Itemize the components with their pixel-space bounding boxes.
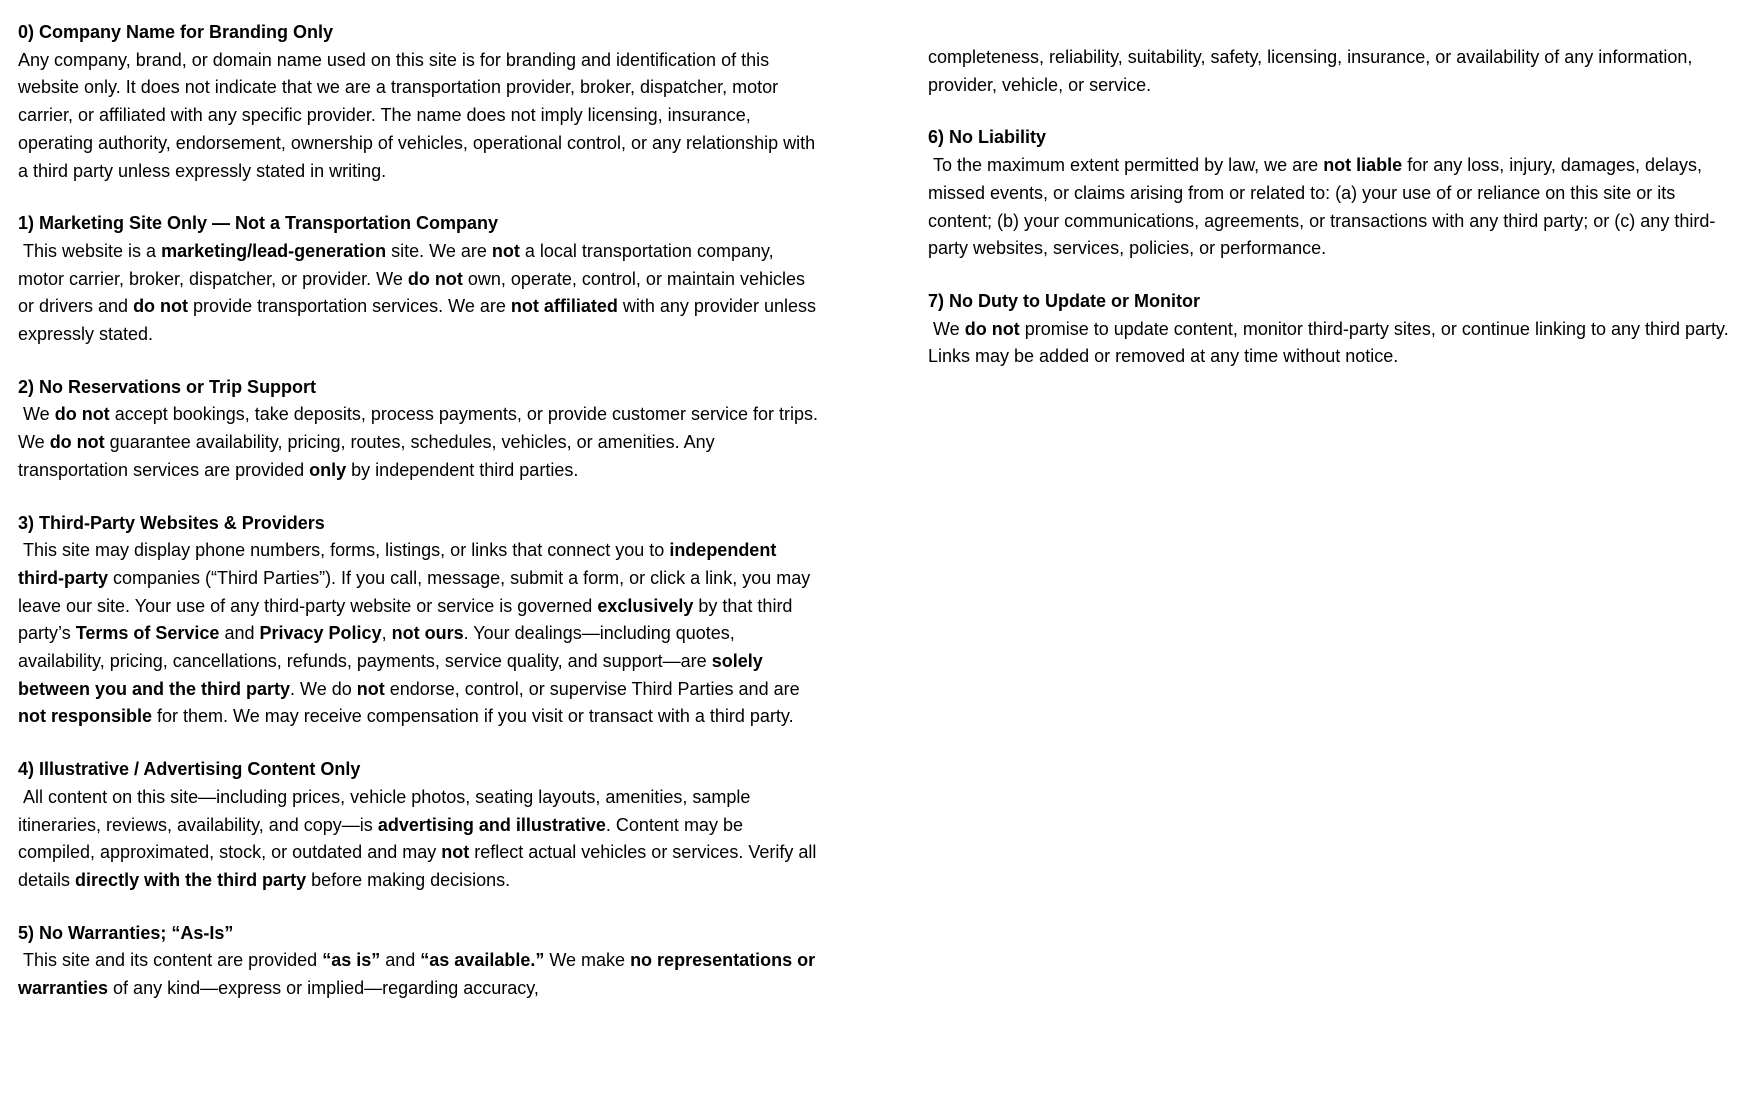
bold-text-run: advertising and illustrative	[377, 814, 606, 835]
section-heading: 1) Marketing Site Only — Not a Transportation Company	[18, 213, 499, 234]
section-4-illustrative-advertising-content-only	[18, 756, 824, 895]
section-heading: 5) No Warranties; “As-Is”	[18, 922, 234, 943]
section-heading: 3) Third-Party Websites & Providers	[18, 512, 325, 533]
bold-text-run: no representations or warranties	[18, 950, 821, 999]
bold-text-run: directly with the third party	[75, 869, 307, 890]
section-3-third-party-websites-and-providers	[18, 510, 824, 732]
text-run: and	[219, 623, 260, 644]
text-run: To the maximum extent permitted by law, we are	[928, 155, 1324, 176]
section-7-no-duty-to-update-or-monitor	[928, 288, 1734, 371]
bold-text-run: solely between you and the third party	[18, 651, 768, 699]
text-run: provide transportation services. We are	[188, 296, 511, 317]
text-run: reflect actual vehicles or services. Verify all details	[18, 842, 822, 890]
section-heading: 4) Illustrative / Advertising Content Only	[18, 759, 361, 780]
section-heading: 6) No Liability	[928, 127, 1047, 148]
text-run: with any provider unless expressly stated.	[18, 296, 821, 345]
bold-text-run: do not	[54, 404, 110, 425]
bold-text-run: “as available.”	[420, 950, 545, 971]
bold-text-run: Terms of Service	[75, 623, 220, 644]
section-0-company-name-for-branding-only	[18, 19, 824, 185]
bold-text-run: Privacy Policy	[259, 623, 382, 644]
bold-text-run: independent third-party	[18, 540, 782, 588]
section-2-no-reservations-or-trip-support	[18, 374, 824, 485]
bold-text-run: not	[441, 842, 470, 863]
text-run: ,	[381, 623, 392, 644]
text-run: Any company, brand, or domain name used on this site is for branding and identification of this website only. It does not indicate that we are a transportation provider, broker, dispatcher, motor carrier, or affiliated with any specific provider. The name does not imply licensing, insurance, operating authority, endorsement, ownership of vehicles, operational control, or any relationship with a third party unless expressly stated in writing.	[18, 49, 821, 181]
text-run: by that third party’s	[18, 595, 798, 644]
text-run: . We do	[290, 678, 357, 699]
text-run: We make	[544, 950, 631, 971]
bold-text-run: “as is”	[322, 950, 381, 971]
text-run: by independent third parties.	[346, 459, 579, 480]
bold-text-run: marketing/lead-generation	[161, 240, 387, 261]
text-run: of any kind—express or implied—regarding accuracy,	[108, 978, 539, 999]
bold-text-run: only	[309, 459, 347, 480]
bold-text-run: not	[491, 240, 520, 261]
text-run: This site may display phone numbers, forms, listings, or links that connect you to	[18, 540, 670, 561]
text-run: We	[18, 404, 55, 425]
section-heading: 2) No Reservations or Trip Support	[18, 376, 317, 397]
bold-text-run: not	[356, 678, 385, 699]
text-run: endorse, control, or supervise Third Parties and are	[384, 678, 805, 699]
text-run: own, operate, control, or maintain vehicles or drivers and	[18, 268, 811, 317]
bold-text-run: not liable	[1323, 155, 1403, 176]
text-run: We	[928, 318, 965, 339]
bold-text-run: not responsible	[18, 706, 153, 727]
text-run: This website is a	[18, 240, 162, 261]
bold-text-run: exclusively	[597, 595, 694, 616]
right-column	[928, 44, 1734, 1028]
bold-text-run: do not	[133, 296, 189, 317]
bold-text-run: not ours	[391, 623, 464, 644]
section-5-no-warranties-as-is	[18, 920, 824, 1003]
text-run: a local transportation company, motor carrier, broker, dispatcher, or provider. We	[18, 240, 779, 289]
bold-text-run: do not	[407, 268, 463, 289]
text-run: companies (“Third Parties”). If you call, message, submit a form, or click a link, you may leave our site. Your use of any third-party website or service is governed	[18, 567, 816, 616]
section-heading: 0) Company Name for Branding Only	[18, 22, 334, 42]
section-6-no-liability	[928, 124, 1734, 263]
text-run: and	[380, 950, 421, 971]
text-run: accept bookings, take deposits, process payments, or provide customer service for trips. We	[18, 404, 824, 453]
bold-text-run: do not	[49, 432, 105, 453]
text-run: completeness, reliability, suitability, safety, licensing, insurance, or availability of any information, provider, vehicle, or service.	[928, 47, 1698, 95]
text-run: All content on this site—including prices, vehicle photos, seating layouts, amenities, sample itineraries, reviews, availability, and copy—is	[18, 786, 756, 835]
text-run: for any loss, injury, damages, delays, missed events, or claims arising from or related to: (a) your use of or reliance on this site or its content; (b) your communications, agreements, or transactions with any third party; or (c) any third-party websites, services, policies, or performance.	[928, 155, 1716, 259]
text-run: . Your dealings—including quotes, availability, pricing, cancellations, refunds, payments, service quality, and support—are	[18, 623, 740, 672]
section-heading: 7) No Duty to Update or Monitor	[928, 290, 1200, 311]
bold-text-run: do not	[964, 318, 1020, 339]
text-run: This site and its content are provided	[18, 950, 323, 971]
left-column	[18, 19, 824, 1028]
bold-text-run: not affiliated	[510, 296, 618, 317]
text-run: before making decisions.	[306, 869, 511, 890]
text-run: guarantee availability, pricing, routes, schedules, vehicles, or amenities. Any transportation services are provided	[18, 432, 720, 480]
text-run: for them. We may receive compensation if you visit or transact with a third party.	[152, 706, 794, 727]
text-run: . Content may be compiled, approximated, stock, or outdated and may	[18, 814, 748, 863]
text-run: site. We are	[386, 240, 492, 261]
text-run: promise to update content, monitor third-party sites, or continue linking to any third party. Links may be added or removed at any time without notice.	[928, 318, 1734, 367]
section-5-continuation	[928, 44, 1734, 99]
section-1-marketing-site-only	[18, 210, 824, 349]
